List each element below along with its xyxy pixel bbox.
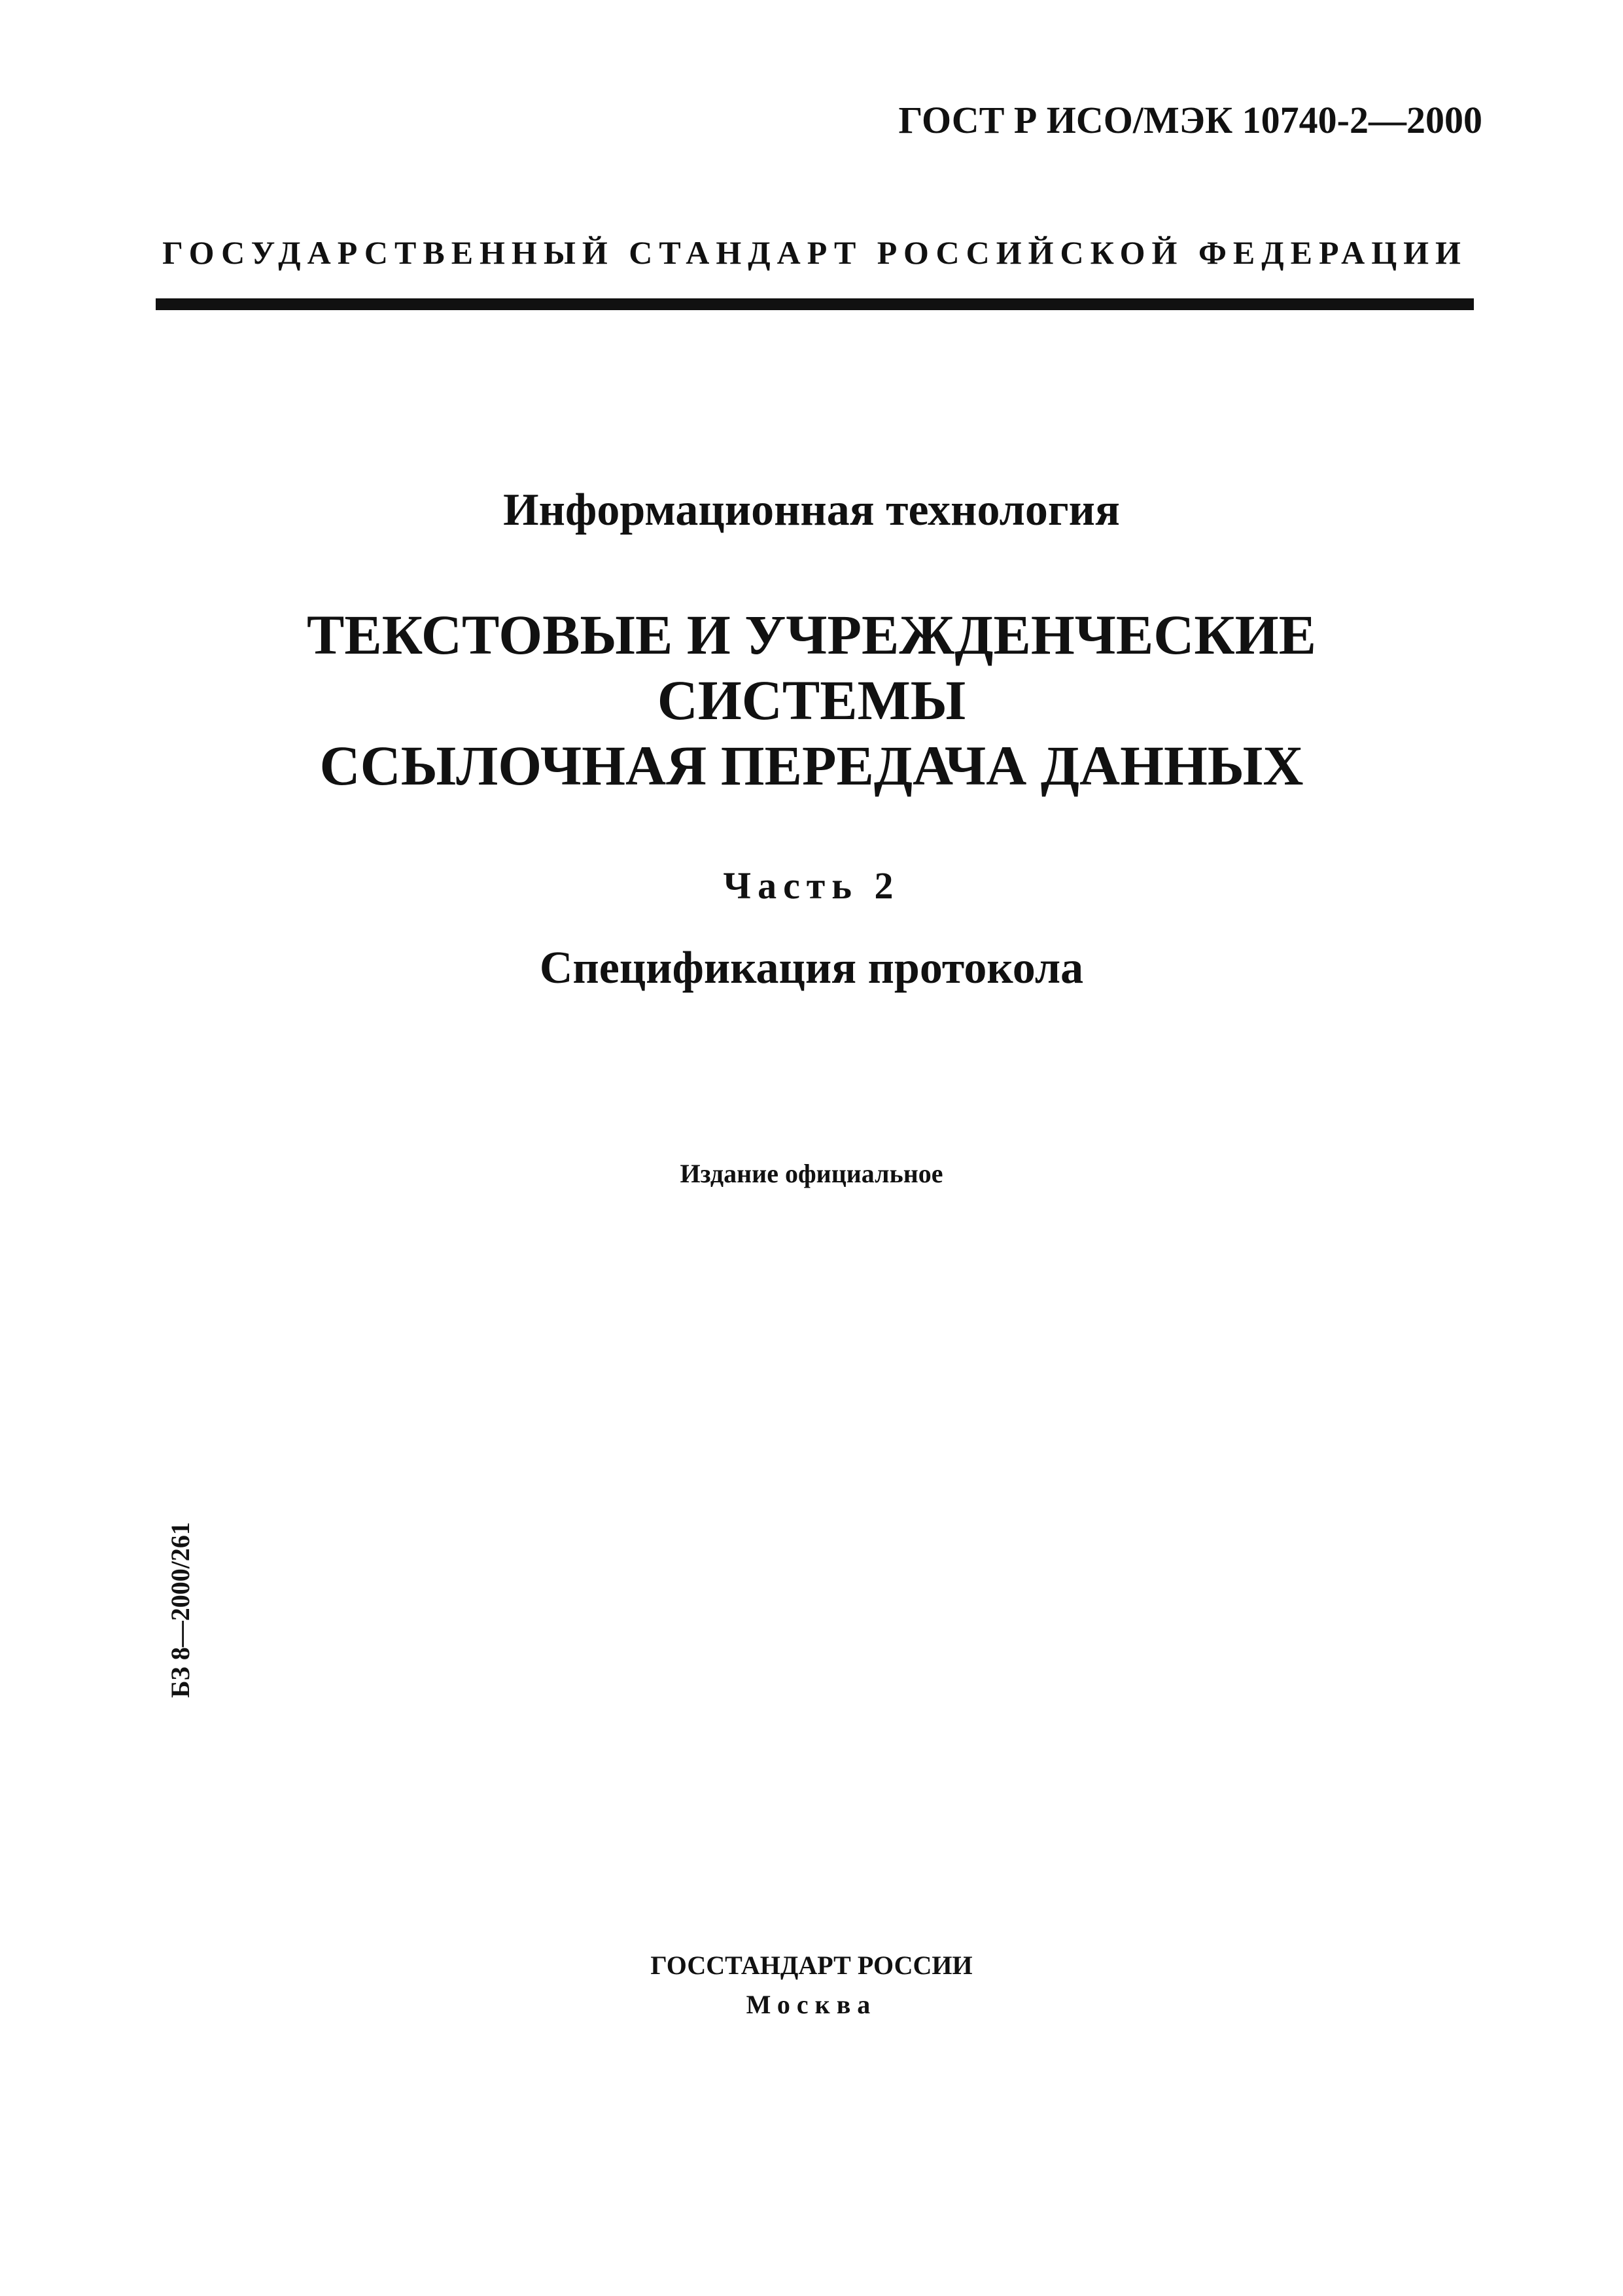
- publisher: ГОССТАНДАРТ РОССИИ: [650, 1951, 973, 1980]
- part-title: Спецификация протокола: [539, 943, 1084, 993]
- city: Москва: [746, 1990, 877, 2019]
- side-code: [157, 1439, 203, 1780]
- standard-code: ГОСТ Р ИСО/МЭК 10740-2—2000: [898, 99, 1482, 141]
- header-divider: [156, 298, 1474, 310]
- issuer-title: ГОСУДАРСТВЕННЫЙ СТАНДАРТ РОССИЙСКОЙ ФЕДЕРАЦИИ: [162, 234, 1467, 271]
- side-code-text: БЗ 8—2000/261: [165, 1521, 195, 1698]
- part-number: Часть 2: [723, 864, 900, 907]
- document-title: [0, 602, 1623, 798]
- title-line: ТЕКСТОВЫЕ И УЧРЕЖДЕНЧЕСКИЕ: [306, 603, 1316, 666]
- subject-heading: Информационная технология: [503, 485, 1120, 535]
- edition-label: Издание официальное: [680, 1159, 943, 1188]
- title-line: ССЫЛОЧНАЯ ПЕРЕДАЧА ДАННЫХ: [319, 734, 1304, 797]
- title-line: СИСТЕМЫ: [657, 669, 966, 732]
